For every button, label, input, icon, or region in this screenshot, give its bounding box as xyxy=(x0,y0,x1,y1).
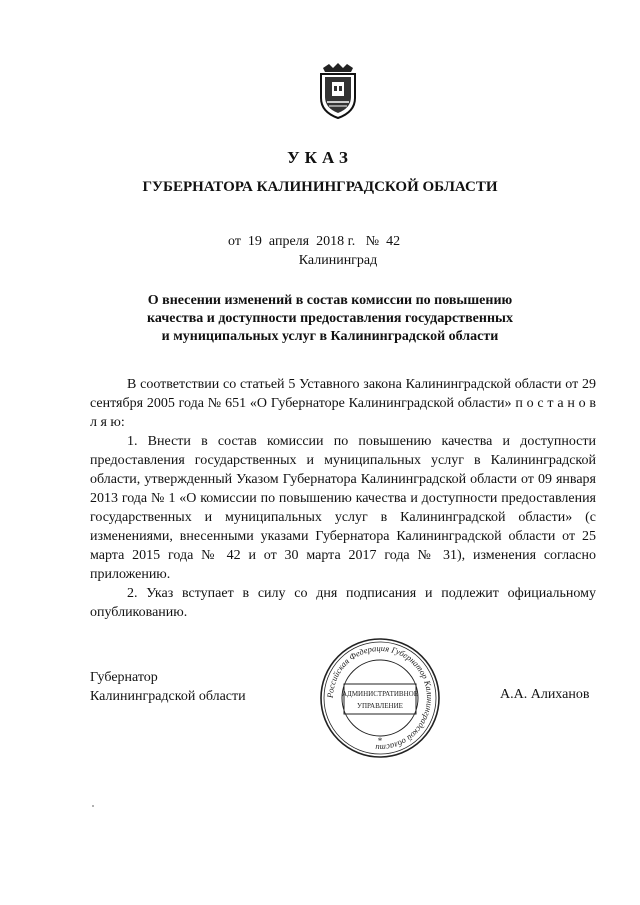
subject-line: и муниципальных услуг в Калининградской области xyxy=(161,329,499,344)
document-title: УКАЗ xyxy=(287,148,353,167)
body-paragraph-item-1: 1. Внести в состав комиссии по повышению качества и доступности предоставления государственных и муниципальных услуг в Калининградской области, утвержденный Указом Губернатора Калининградской области от 09 января 2013 года № 1 «О комиссии по повышению качества и доступности предоставления государственных и муниципальных услуг в Калининградской области» (с изменениями, внесенными указами Губернатора Калининградской области от 25 марта 2015 года № 42 и от 30 марта 2017 года № 31), изменения согласно приложению. xyxy=(90,434,596,582)
seal-center-line: УПРАВЛЕНИЕ xyxy=(357,702,403,710)
position-line: Губернатор xyxy=(90,670,158,685)
decree-body xyxy=(90,375,596,622)
seal-star-icon: * xyxy=(377,736,383,746)
seal-ring-text: Российская Федерация Губернатор Калининградской области xyxy=(324,642,436,754)
official-seal xyxy=(318,636,442,760)
subject-line: качества и доступности предоставления государственных xyxy=(147,311,513,326)
issuer-title: ГУБЕРНАТОРА КАЛИНИНГРАДСКОЙ ОБЛАСТИ xyxy=(142,179,498,195)
position-line: Калининградской области xyxy=(90,689,246,704)
signatory-position xyxy=(90,668,246,706)
seal-center-line: АДМИНИСТРАТИВНОЕ xyxy=(342,690,418,698)
body-paragraph-item-2: 2. Указ вступает в силу со дня подписания и подлежит официальному опубликованию. xyxy=(90,586,596,620)
signatory-name: А.А. Алиханов xyxy=(500,687,590,702)
date-number-line: от 19 апреля 2018 г. № 42 xyxy=(228,234,401,249)
body-paragraph-preamble: В соответствии со статьей 5 Уставного закона Калининградской области от 29 сентября 2005 года № 651 «О Губернаторе Калининградской области» п о с т а н о в л я ю: xyxy=(90,377,596,430)
coat-of-arms-emblem xyxy=(315,60,361,120)
scan-speck xyxy=(92,805,94,807)
decree-subject xyxy=(100,292,560,346)
city-name: Калининград xyxy=(298,253,378,268)
subject-line: О внесении изменений в состав комиссии по повышению xyxy=(147,293,513,308)
